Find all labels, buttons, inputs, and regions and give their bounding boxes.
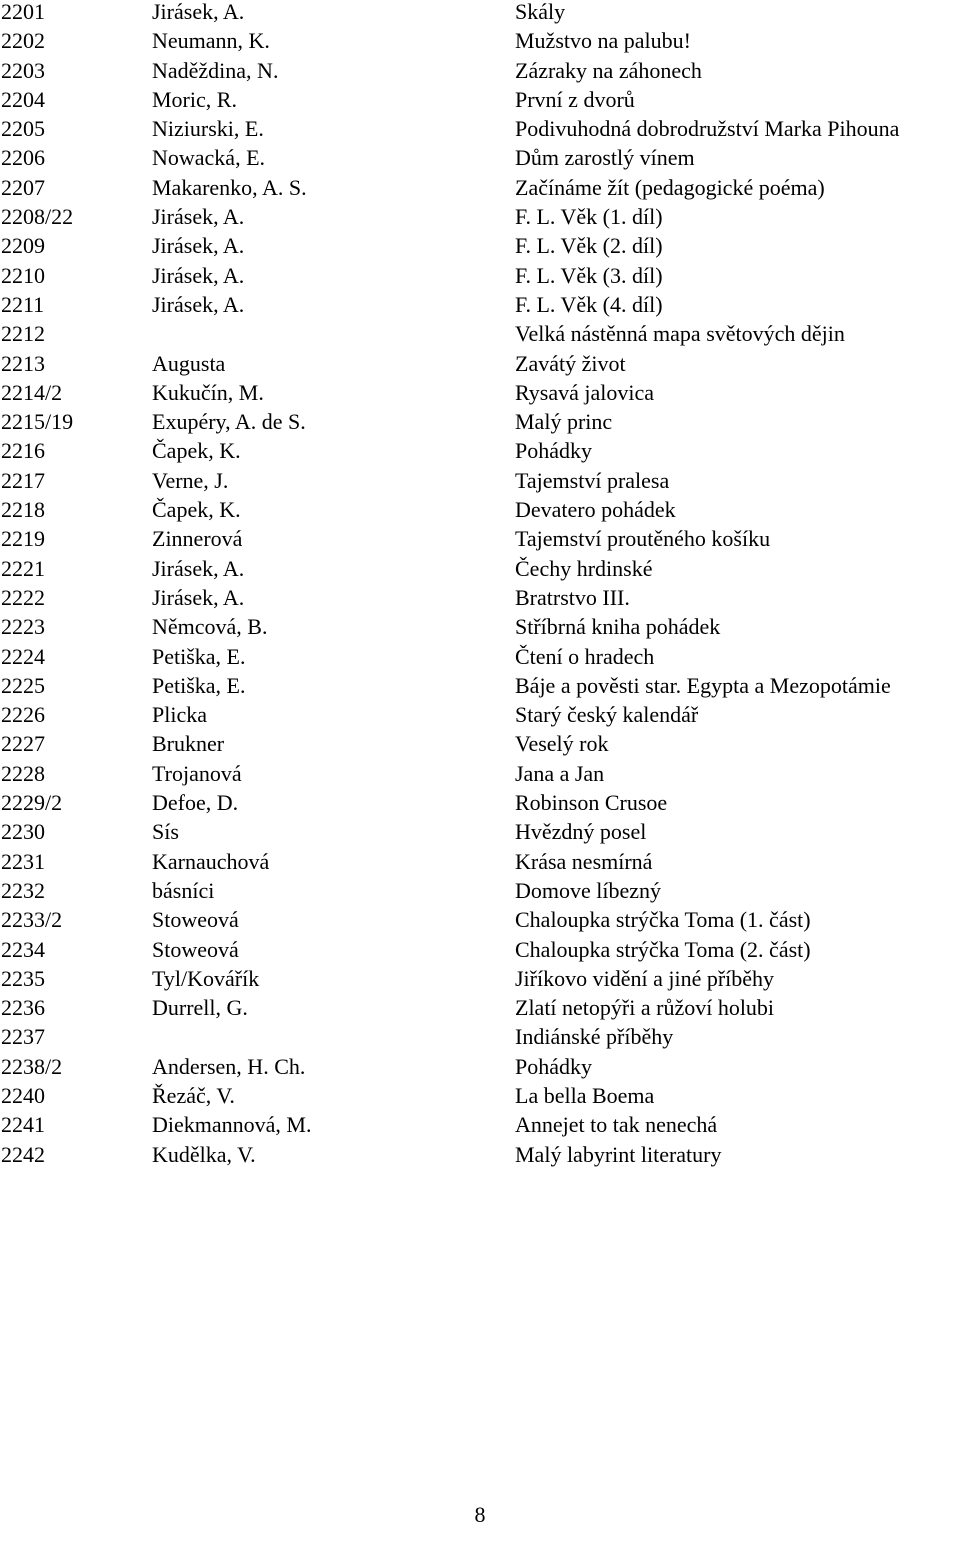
catalog-entry: [0, 583, 960, 612]
entry-author: Jirásek, A.: [152, 0, 245, 24]
entry-title: Malý princ: [515, 409, 613, 435]
entry-author: Stoweová: [152, 907, 239, 933]
catalog-entry: [0, 143, 960, 172]
entry-author: Kudělka, V.: [152, 1141, 256, 1167]
entry-number: 2231: [1, 848, 45, 874]
entry-number: 2241: [1, 1112, 45, 1138]
entry-title: Devatero pohádek: [515, 497, 676, 523]
entry-author: Stoweová: [152, 936, 239, 962]
entry-title: Chaloupka strýčka Toma (1. část): [515, 907, 811, 933]
entry-number: 2226: [1, 702, 45, 728]
entry-number: 2202: [1, 28, 45, 54]
entry-author: Jirásek, A.: [152, 204, 245, 230]
entry-title: Indiánské příběhy: [515, 1024, 674, 1050]
entry-author: Exupéry, A. de S.: [152, 409, 306, 435]
catalog-entry: [0, 1081, 960, 1110]
entry-number: 2213: [1, 350, 45, 376]
entry-author: Petiška, E.: [152, 672, 246, 698]
entry-number: 2240: [1, 1082, 45, 1108]
catalog-entry: [0, 407, 960, 436]
catalog-entry: [0, 231, 960, 260]
entry-author: Řezáč, V.: [152, 1082, 235, 1108]
entry-title: Robinson Crusoe: [515, 790, 668, 816]
entry-title: Dům zarostlý vínem: [515, 145, 695, 171]
entry-author: Trojanová: [152, 760, 242, 786]
entry-title: Rysavá jalovica: [515, 379, 655, 405]
page-number: 8: [474, 1502, 486, 1527]
entry-author: Zinnerová: [152, 526, 243, 552]
entry-number: 2219: [1, 526, 45, 552]
entry-author: Jirásek, A.: [152, 584, 245, 610]
catalog-entry: [0, 378, 960, 407]
entry-author: Augusta: [152, 350, 226, 376]
catalog-entry: [0, 1022, 960, 1051]
catalog-entry: [0, 319, 960, 348]
entry-author: Neumann, K.: [152, 28, 270, 54]
entry-number: 2216: [1, 438, 45, 464]
entry-author: Jirásek, A.: [152, 291, 245, 317]
entry-author: Karnauchová: [152, 848, 270, 874]
catalog-entry: [0, 466, 960, 495]
entry-title: Jana a Jan: [515, 760, 605, 786]
catalog-entry: [0, 671, 960, 700]
entry-number: 2238/2: [1, 1053, 63, 1079]
entry-title: Krása nesmírná: [515, 848, 653, 874]
entry-number: 2218: [1, 497, 45, 523]
entry-title: První z dvorů: [515, 86, 635, 112]
entry-number: 2214/2: [1, 379, 63, 405]
catalog-entry: [0, 436, 960, 465]
entry-number: 2209: [1, 233, 45, 259]
catalog-entry: [0, 1140, 960, 1169]
entry-number: 2233/2: [1, 907, 63, 933]
catalog-entry: [0, 173, 960, 202]
entry-title: Tajemství pralesa: [515, 467, 670, 493]
catalog-entry: [0, 612, 960, 641]
catalog-entry: [0, 905, 960, 934]
entry-author: Diekmannová, M.: [152, 1112, 312, 1138]
catalog-entry: [0, 114, 960, 143]
entry-number: 2221: [1, 555, 45, 581]
entry-author: Kukučín, M.: [152, 379, 264, 405]
catalog-entry: [0, 759, 960, 788]
entry-number: 2225: [1, 672, 45, 698]
entry-title: Chaloupka strýčka Toma (2. část): [515, 936, 811, 962]
entry-number: 2206: [1, 145, 45, 171]
entry-title: Malý labyrint literatury: [515, 1141, 722, 1167]
entry-number: 2230: [1, 819, 45, 845]
entry-author: Durrell, G.: [152, 995, 248, 1021]
catalog-entry: [0, 1052, 960, 1081]
entry-author: Moric, R.: [152, 86, 237, 112]
entry-author: Petiška, E.: [152, 643, 246, 669]
entry-title: Začínáme žít (pedagogické poéma): [515, 174, 825, 200]
entry-number: 2215/19: [1, 409, 74, 435]
entry-title: Hvězdný posel: [515, 819, 647, 845]
catalog-entry: [0, 290, 960, 319]
entry-number: 2229/2: [1, 790, 63, 816]
entry-number: 2201: [1, 0, 45, 24]
entry-author: Čapek, K.: [152, 497, 241, 523]
catalog-entry: [0, 935, 960, 964]
entry-title: Stříbrná kniha pohádek: [515, 614, 721, 640]
entry-title: Zavátý život: [515, 350, 626, 376]
entry-number: 2227: [1, 731, 45, 757]
entry-title: Jiříkovo vidění a jiné příběhy: [515, 965, 775, 991]
entry-title: F. L. Věk (1. díl): [515, 204, 663, 230]
catalog-entry: [0, 817, 960, 846]
entry-number: 2211: [1, 291, 45, 317]
catalog-entry: [0, 85, 960, 114]
catalog-entry: [0, 0, 960, 26]
entry-author: Jirásek, A.: [152, 233, 245, 259]
catalog-entry: [0, 700, 960, 729]
catalog-entry: [0, 788, 960, 817]
entry-author: Defoe, D.: [152, 790, 239, 816]
entry-title: Mužstvo na palubu!: [515, 28, 691, 54]
entry-number: 2203: [1, 57, 45, 83]
entry-number: 2204: [1, 86, 45, 112]
entry-author: básníci: [152, 877, 215, 903]
catalog-entry: [0, 642, 960, 671]
entry-title: Zlatí netopýři a růžoví holubi: [515, 995, 775, 1021]
entry-author: Tyl/Kovářík: [152, 965, 260, 991]
entry-number: 2210: [1, 262, 45, 288]
catalog-entry: [0, 261, 960, 290]
catalog-entry: [0, 964, 960, 993]
entry-number: 2208/22: [1, 204, 74, 230]
entry-title: Čtení o hradech: [515, 643, 655, 669]
catalog-entry: [0, 56, 960, 85]
catalog-entry: [0, 847, 960, 876]
entry-author: Makarenko, A. S.: [152, 174, 307, 200]
entry-title: F. L. Věk (3. díl): [515, 262, 663, 288]
entry-author: Jirásek, A.: [152, 555, 245, 581]
catalog-entry: [0, 349, 960, 378]
entry-author: Niziurski, E.: [152, 116, 264, 142]
entry-title: Veselý rok: [515, 731, 609, 757]
entry-number: 2235: [1, 965, 45, 991]
entry-title: Čechy hrdinské: [515, 555, 653, 581]
entry-number: 2223: [1, 614, 45, 640]
entry-author: Brukner: [152, 731, 225, 757]
entry-number: 2237: [1, 1024, 45, 1050]
entry-number: 2212: [1, 321, 45, 347]
entry-number: 2232: [1, 877, 45, 903]
catalog-entry: [0, 495, 960, 524]
entry-author: Andersen, H. Ch.: [152, 1053, 306, 1079]
entry-title: Starý český kalendář: [515, 702, 699, 728]
entry-title: Báje a pověsti star. Egypta a Mezopotámie: [515, 672, 891, 698]
entry-author: Naděždina, N.: [152, 57, 279, 83]
entry-title: La bella Boema: [515, 1082, 655, 1108]
entry-title: Velká nástěnná mapa světových dějin: [515, 321, 845, 347]
entry-author: Sís: [152, 819, 179, 845]
entry-title: Tajemství proutěného košíku: [515, 526, 771, 552]
entry-author: Plicka: [152, 702, 207, 728]
entry-title: Bratrstvo III.: [515, 584, 630, 610]
entry-author: Jirásek, A.: [152, 262, 245, 288]
entry-title: F. L. Věk (2. díl): [515, 233, 663, 259]
entry-number: 2236: [1, 995, 45, 1021]
catalog-entry: [0, 524, 960, 553]
entry-number: 2234: [1, 936, 45, 962]
entry-number: 2205: [1, 116, 45, 142]
entry-author: Čapek, K.: [152, 438, 241, 464]
entry-number: 2228: [1, 760, 45, 786]
catalog-entry: [0, 876, 960, 905]
entry-number: 2207: [1, 174, 45, 200]
catalog-entry: [0, 26, 960, 55]
catalog-entry: [0, 202, 960, 231]
entry-title: Podivuhodná dobrodružství Marka Pihouna: [515, 116, 900, 142]
catalog-entry: [0, 729, 960, 758]
catalog-entry: [0, 1110, 960, 1139]
catalog-entry: [0, 554, 960, 583]
entry-author: Verne, J.: [152, 467, 229, 493]
entry-number: 2222: [1, 584, 45, 610]
entry-title: Pohádky: [515, 1053, 592, 1079]
catalog-entry: [0, 993, 960, 1022]
entry-title: Annejet to tak nenechá: [515, 1112, 718, 1138]
entry-author: Němcová, B.: [152, 614, 268, 640]
entry-title: Pohádky: [515, 438, 592, 464]
entry-title: Skály: [515, 0, 566, 24]
entry-title: Zázraky na záhonech: [515, 57, 702, 83]
entry-title: F. L. Věk (4. díl): [515, 291, 663, 317]
entry-author: Nowacká, E.: [152, 145, 266, 171]
entry-number: 2224: [1, 643, 45, 669]
entry-number: 2217: [1, 467, 45, 493]
entry-number: 2242: [1, 1141, 45, 1167]
entry-title: Domove líbezný: [515, 877, 662, 903]
